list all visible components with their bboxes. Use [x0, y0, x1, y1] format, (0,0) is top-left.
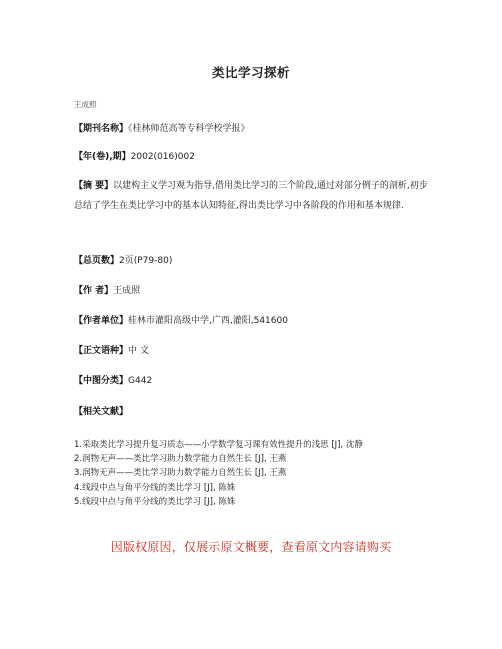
field-year-volume: [74, 148, 434, 166]
field-author-label: 【作 者】: [74, 286, 114, 296]
reference-item[interactable]: 4.线段中点与角平分线的类比学习 [J], 陈姝: [74, 482, 236, 493]
field-abstract-label: 【摘 要】: [74, 181, 114, 191]
field-language-label: 【正文语种】: [74, 346, 129, 356]
field-classification-label: 【中图分类】: [74, 376, 129, 386]
field-page-count-label: 【总页数】: [74, 256, 120, 266]
field-page-count: [74, 252, 434, 270]
reference-item[interactable]: 3.润物无声——类比学习助力数学能力自然生长 [J], 王燕: [74, 468, 287, 479]
field-related-label: 【相关文献】: [74, 407, 129, 417]
field-affiliation: [74, 312, 434, 330]
field-abstract-value: 以建构主义学习观为指导,借用类比学习的三个阶段,通过对部分例子的剖析,初步总结了学生在类比学习中的基本认知特征,得出类比学习中各阶段的作用和基本规律.: [74, 181, 428, 211]
field-affiliation-value: 桂林市灌阳高级中学,广西,灌阳,541600: [128, 316, 288, 326]
field-language: [74, 342, 434, 360]
field-year-volume-label: 【年(卷),期】: [74, 152, 131, 162]
field-language-value: 中 文: [128, 346, 149, 356]
field-author: [74, 282, 434, 300]
field-classification-value: G442: [128, 376, 153, 386]
field-author-value: 王成照: [113, 286, 141, 296]
field-journal: [74, 120, 434, 138]
field-classification: [74, 372, 434, 390]
document-title: 类比学习探析: [211, 65, 290, 80]
copyright-notice: 因版权原因，仅展示原文概要，查看原文内容请购买: [110, 540, 392, 554]
field-affiliation-label: 【作者单位】: [74, 316, 129, 326]
field-journal-value: 《桂林师范高等专科学校学报》: [128, 124, 250, 134]
reference-item[interactable]: 2.润物无声——类比学习助力数学能力自然生长 [J], 王燕: [74, 454, 287, 465]
author-line: 王成照: [74, 100, 97, 109]
reference-item[interactable]: 5.线段中点与角平分线的类比学习 [J], 陈姝: [74, 496, 236, 507]
reference-item[interactable]: 1.采取类比学习提升复习质态——小学数学复习课有效性提升的浅思 [J], 沈静: [74, 440, 363, 450]
field-year-volume-value: 2002(016)002: [130, 152, 195, 162]
field-page-count-value: 2页(P79-80): [119, 256, 173, 266]
field-related: [74, 403, 434, 421]
related-references-list: [74, 438, 454, 509]
field-journal-label: 【期刊名称】: [74, 124, 129, 134]
field-abstract: [74, 176, 434, 216]
